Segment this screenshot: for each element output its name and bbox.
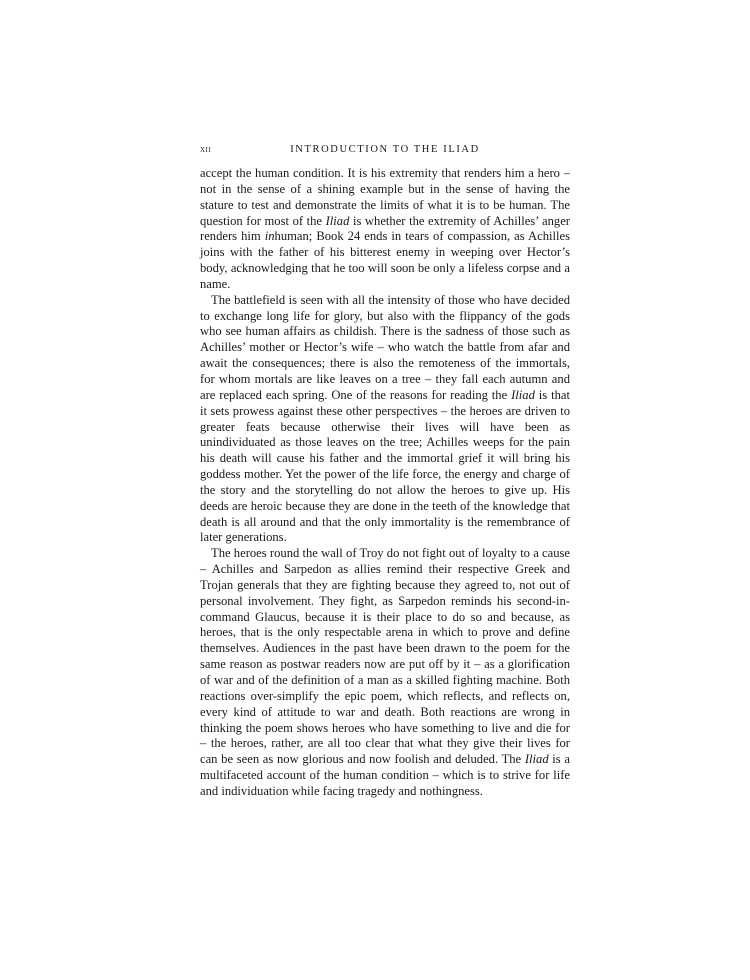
italic-emphasis: in [264, 229, 275, 244]
book-page [200, 144, 570, 800]
paragraph-3 [200, 546, 570, 800]
page-number: xii [200, 144, 212, 155]
paragraph-1 [200, 166, 570, 293]
paragraph-text: accept the human condition. It is his extremity that renders him a hero – not in the sense of a shining example but in the sense of having the stature to test and demonstrate the limits of what it is to be human. The question for most of the [200, 166, 570, 228]
paragraph-text: The heroes round the wall of Troy do not fight out of loyalty to a cause – Achilles and Sarpedon as allies remind their respective Greek and Trojan generals that they are fighting because they agreed to, not out of personal involvement. They fight, as Sarpedon reminds his second-in-command Glaucus, because it is their place to do so and because, as heroes, that is the only respectable arena in which to prove and define themselves. Audiences in the past have been drawn to the poem for the same reason as postwar readers now are put off by it – as a glorification of war and of the definition of a man as a skilled fighting machine. Both reactions over-simplify the epic poem, which reflects, and reflects on, every kind of attitude to war and death. Both reactions are wrong in thinking the poem shows heroes who have something to live and die for – the heroes, rather, are all too clear that what they give their lives for can be seen as now glorious and now foolish and deluded. The [200, 546, 570, 767]
paragraph-text: human; Book 24 ends in tears of compassion, as Achilles joins with the father of his bitterest enemy in weeping over Hector’s body, acknowledging that he too will soon be only a lifeless corpse and a name. [200, 229, 570, 291]
italic-title: Iliad [511, 387, 535, 402]
running-head [200, 144, 570, 162]
running-title: INTRODUCTION TO THE ILIAD [290, 144, 480, 155]
paragraph-text: The battlefield is seen with all the intensity of those who have decided to exchange long life for glory, but also with the flippancy of the gods who see human affairs as childish. There is the sadness of those such as Achilles’ mother or Hector’s wife – who watch the battle from afar and await the consequences; there is also the remoteness of the immortals, for whom mortals are like leaves on a tree – they fall each autumn and are replaced each spring. One of the reasons for reading the [200, 292, 570, 402]
italic-title: Iliad [524, 752, 549, 767]
italic-title: Iliad [325, 213, 350, 228]
paragraph-2 [200, 293, 570, 547]
paragraph-text: is a multifaceted account of the human condition – which is to strive for life and individuation while facing tragedy and nothingness. [200, 752, 570, 798]
paragraph-text: is whether the extremity of Achilles’ anger renders him [200, 213, 570, 244]
paragraph-text: is that it sets prowess against these other perspectives – the heroes are driven to greater feats because otherwise their lives will have been as unindividuated as those leaves on the tree; Achilles weeps for the pain his death will cause his father and the immortal grief it will bring his goddess mother. Yet the power of the life force, the energy and charge of the story and the storytelling do not allow the heroes to give up. His deeds are heroic because they are done in the teeth of the knowledge that death is all around and that the only immortality is the remembrance of later generations. [200, 387, 570, 545]
